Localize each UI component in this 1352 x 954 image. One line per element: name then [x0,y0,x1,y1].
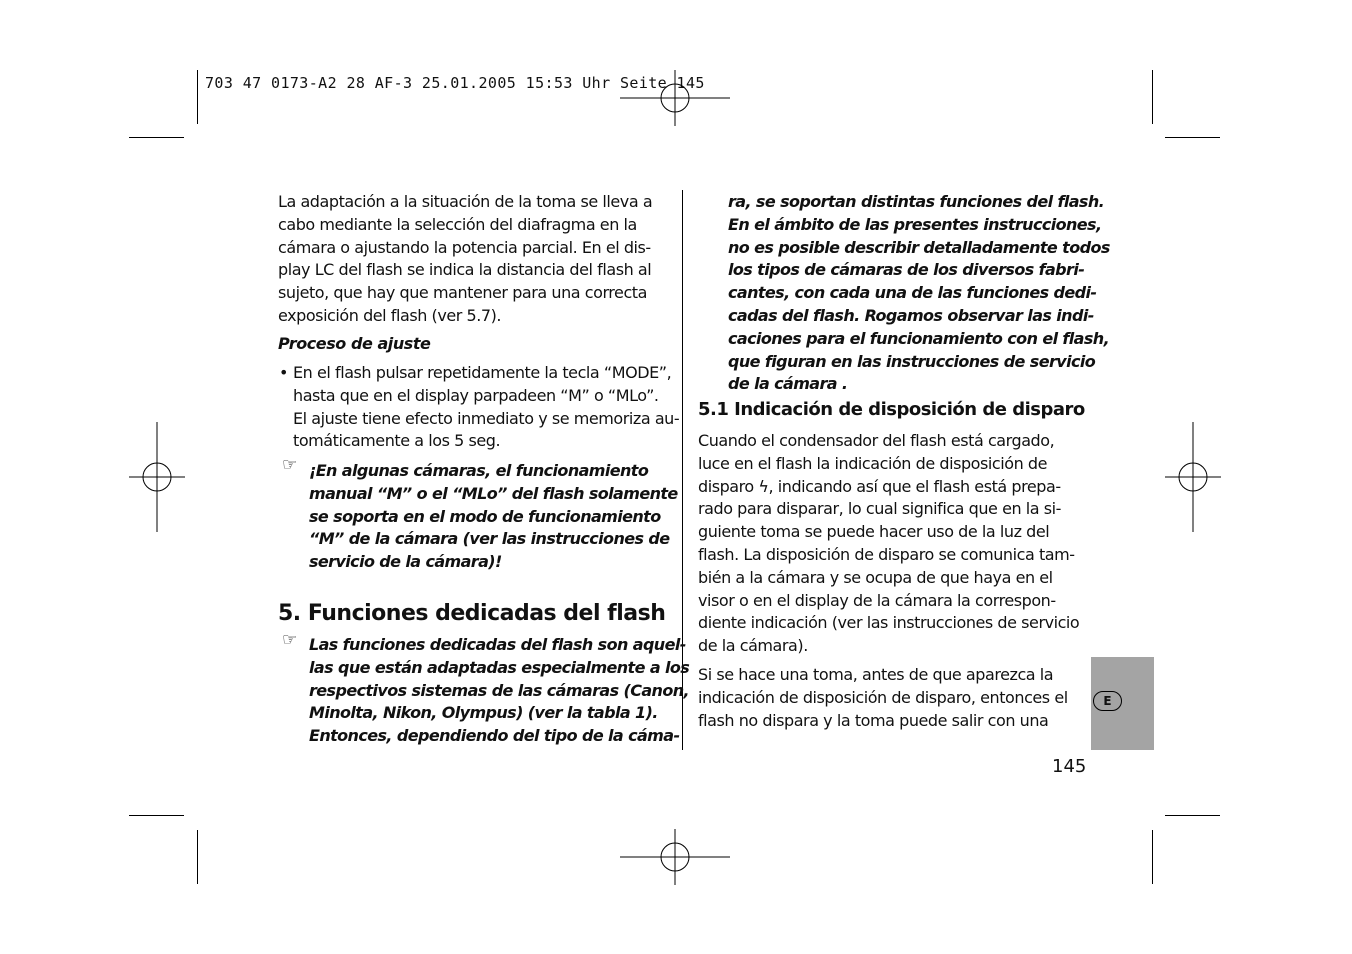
text-line: En el flash pulsar repetidamente la tecla “MODE”, [293,363,672,382]
registration-mark-bottom [620,829,730,885]
note-continued [728,191,1110,396]
paragraph-ready-indicator [698,430,1079,658]
crop-mark [129,137,184,138]
text-line: cámara o ajustando la potencia parcial. En el dis- [278,237,651,257]
text-line: hasta que en el display parpadeen “M” o “MLo”. [293,385,659,405]
text-line: se soporta en el modo de funcionamiento [309,506,661,526]
text-line: indicación de disposición de disparo, entonces el [698,687,1068,707]
bullet-item [293,362,679,453]
text-line: Entonces, dependiendo del tipo de la cáma- [309,726,680,746]
text-line: disparo ϟ, indicando así que el flash está prepa- [698,476,1061,496]
text-line: cabo mediante la selección del diafragma en la [278,214,637,234]
text-line: Minolta, Nikon, Olympus) (ver la tabla 1). [309,703,658,723]
text-line: manual “M” o el “MLo” del flash solamente [309,483,678,503]
language-badge: E [1093,691,1122,711]
text-line: exposición del flash (ver 5.7). [278,305,502,325]
text-line: ¡En algunas cámaras, el funcionamiento [309,461,649,480]
text-line: “M” de la cámara (ver las instrucciones de [309,529,670,549]
registration-mark-left [129,422,185,532]
text-line: las que están adaptadas especialmente a los [309,657,690,677]
note-dedicated-functions [309,634,689,748]
text-line: visor o en el display de la cámara la correspon- [698,590,1056,610]
text-line: luce en el flash la indicación de disposición de [698,453,1047,473]
text-line: El ajuste tiene efecto inmediato y se memoriza au- [293,408,680,428]
text-line: La adaptación a la situación de la toma se lleva a [278,192,653,211]
text-line: cadas del flash. Rogamos observar las indi- [728,305,1094,325]
crop-mark [129,815,184,816]
text-line: sujeto, que hay que mantener para una correcta [278,283,647,303]
pointing-hand-icon: ☞ [282,630,298,650]
text-line: de la cámara . [728,374,848,394]
text-line: que figuran en las instrucciones de servicio [728,351,1096,371]
text-line: Las funciones dedicadas del flash son aquel- [309,635,686,654]
text-line: respectivos sistemas de las cámaras (Canon, [309,680,689,700]
registration-mark-top [620,70,730,126]
text-line: caciones para el funcionamiento con el flash, [728,328,1110,348]
text-line: flash. La disposición de disparo se comunica tam- [698,544,1075,564]
text-line: ra, se soportan distintas funciones del flash. [728,192,1105,211]
crop-mark [197,830,198,884]
pointing-hand-icon: ☞ [282,455,298,475]
text-line: diente indicación (ver las instrucciones de servicio [698,613,1080,633]
paragraph-not-ready [698,664,1068,732]
text-line: play LC del flash se indica la distancia del flash al [278,260,652,280]
text-line: guiente toma se puede hacer uso de la luz del [698,522,1050,542]
text-line: bién a la cámara y se ocupa de que haya en el [698,567,1053,587]
text-line: Cuando el condensador del flash está cargado, [698,431,1055,450]
text-line: En el ámbito de las presentes instrucciones, [728,214,1102,234]
text-line: cantes, con cada una de las funciones dedi- [728,283,1097,303]
subheading-proceso: Proceso de ajuste [278,334,431,353]
text-line: flash no dispara y la toma puede salir con una [698,710,1049,730]
bullet-dot: • [279,363,288,382]
crop-mark [197,70,198,124]
crop-mark [1152,830,1153,884]
print-slug: 703 47 0173-A2 28 AF-3 25.01.2005 15:53 Uhr Seite 145 [205,74,705,92]
subsection-heading: 5.1 Indicación de disposición de disparo [698,399,1085,420]
registration-mark-right [1165,422,1221,532]
section-heading: 5. Funciones dedicadas del flash [278,601,666,626]
page-number: 145 [1052,756,1087,777]
text-line: no es posible describir detalladamente todos [728,237,1110,257]
text-line: de la cámara). [698,636,808,656]
text-line: Si se hace una toma, antes de que aparezca la [698,665,1054,684]
intro-paragraph [278,191,652,328]
crop-mark [1152,70,1153,124]
text-line: servicio de la cámara)! [309,552,502,572]
text-line: rado para disparar, lo cual significa que en la si- [698,499,1061,519]
crop-mark [1165,137,1220,138]
text-line: tomáticamente a los 5 seg. [293,431,501,451]
text-line: los tipos de cámaras de los diversos fabri- [728,260,1085,280]
note-camera-modes [309,460,678,574]
crop-mark [1165,815,1220,816]
